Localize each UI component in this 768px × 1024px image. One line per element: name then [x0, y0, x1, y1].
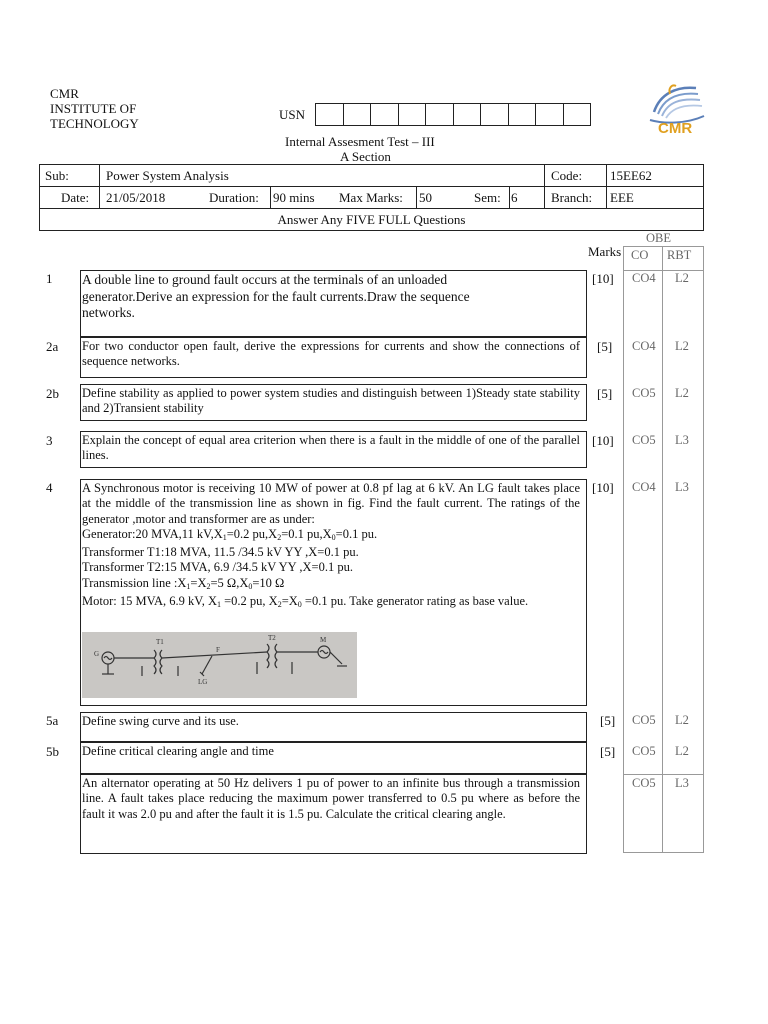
marks-header: Marks [588, 244, 622, 259]
question-number: 4 [46, 480, 53, 495]
instruction: Answer Any FIVE FULL Questions [277, 212, 466, 227]
question-text [82, 481, 580, 612]
fig-label-g: G [94, 650, 100, 658]
question-co: CO4 [632, 339, 656, 353]
usn-box[interactable] [564, 104, 591, 125]
co-column [623, 246, 663, 853]
question-number: 2a [46, 339, 59, 354]
co-header: CO [631, 248, 649, 262]
sem-value: 6 [511, 190, 518, 205]
logo-text: CMR [658, 120, 693, 137]
duration-label: Duration: [209, 190, 259, 205]
question-number: 5a [46, 713, 59, 728]
fig-label-f: F [216, 646, 220, 654]
question-marks: [5] [600, 713, 616, 728]
question-text: For two conductor open fault, derive the expressions for currents and show the connections of sequence networks. [82, 339, 580, 369]
max-marks-value: 50 [419, 190, 432, 205]
question-co: CO5 [632, 776, 656, 790]
question-rbt: L2 [675, 713, 689, 727]
institute-line-2: INSTITUTE OF [50, 101, 137, 116]
usn-box[interactable] [481, 104, 509, 125]
question-number: 3 [46, 433, 53, 448]
transformer-t2-ratings: Transformer T2:15 MVA, 6.9 /34.5 kV YY ,X=0.1 pu. [82, 560, 353, 575]
question-marks: [5] [597, 386, 613, 401]
transformer-t1-ratings: Transformer T1:18 MVA, 11.5 /34.5 kV YY ,X=0.1 pu. [82, 545, 359, 560]
subject-label: Sub: [45, 168, 69, 183]
institute-name [50, 86, 139, 131]
question-co: CO5 [632, 386, 656, 400]
rbt-header: RBT [667, 248, 692, 262]
code-label: Code: [551, 168, 583, 183]
question-rbt: L2 [675, 386, 689, 400]
usn-box[interactable] [536, 104, 564, 125]
question-marks: [10] [592, 271, 614, 286]
question-co: CO4 [632, 480, 656, 494]
usn-box[interactable] [509, 104, 537, 125]
motor-ratings: Motor: 15 MVA, 6.9 kV, $X_1 =0.2$ pu, $X_2=X_0 =0.1$ pu. Take generator rating as base value. [82, 594, 529, 610]
question-marks: [5] [600, 744, 616, 759]
question-intro: A Synchronous motor is receiving 10 MW of power at 0.8 pf lag at 6 kV. An LG fault takes place at the middle of the transmission line as shown in fig. Find the fault current. The ratings of the generator ,motor and transformer are as under: [82, 481, 580, 526]
question-co: CO5 [632, 433, 656, 447]
question-marks: [10] [592, 480, 614, 495]
obe-header: OBE [646, 231, 671, 245]
question-rbt: L2 [675, 744, 689, 758]
usn-box[interactable] [399, 104, 427, 125]
fig-label-m: M [320, 636, 327, 644]
usn-box[interactable] [426, 104, 454, 125]
test-title: Internal Assesment Test – III [285, 134, 435, 149]
usn-box[interactable] [316, 104, 344, 125]
duration-value: 90 mins [273, 190, 315, 205]
branch-label: Branch: [551, 190, 593, 205]
institute-line-3: TECHNOLOGY [50, 116, 139, 131]
usn-box[interactable] [371, 104, 399, 125]
circuit-figure [82, 632, 357, 698]
branch-value: EEE [610, 190, 634, 205]
question-text: Define swing curve and its use. [82, 714, 239, 728]
question-marks: [5] [597, 339, 613, 354]
code-value: 15EE62 [610, 168, 652, 183]
question-co: CO4 [632, 271, 656, 285]
usn-box[interactable] [344, 104, 372, 125]
max-marks-label: Max Marks: [339, 190, 403, 205]
question-rbt: L2 [675, 339, 689, 353]
usn-box[interactable] [454, 104, 482, 125]
line-ratings: Transmission line $:X_1=X_2=5$ $\Omega,X_0=10$ Ω [82, 575, 285, 591]
usn-label: USN [279, 107, 306, 122]
question-text: Define critical clearing angle and time [82, 744, 274, 758]
question-text: Explain the concept of equal area criterion when there is a fault in the middle of one of the parallel lines. [82, 433, 580, 463]
subject-value: Power System Analysis [106, 168, 229, 183]
question-co: CO5 [632, 744, 656, 758]
power-system-diagram-icon [82, 632, 357, 698]
question-co: CO5 [632, 713, 656, 727]
question-marks: [10] [592, 433, 614, 448]
question-rbt: L3 [675, 480, 689, 494]
cmr-logo [640, 82, 710, 142]
usn-boxes [315, 103, 591, 126]
date-label: Date: [61, 190, 90, 205]
rbt-column [662, 246, 704, 853]
question-number: 2b [46, 386, 59, 401]
institute-line-1: CMR [50, 86, 79, 101]
generator-ratings: Generator:20 MVA,11 $kV,X_1=0.2$ $pu,X_2=0.1$ $pu,X_0=0.1$ pu. [82, 526, 378, 542]
question-text: A double line to ground fault occurs at the terminals of an unloaded generator.Derive an expression for the fault currents.Draw the sequence networks. [82, 272, 470, 320]
question-number: 1 [46, 271, 53, 286]
fig-label-t1: T1 [156, 638, 164, 646]
fig-label-t2: T2 [268, 634, 276, 642]
fig-label-lg: LG [198, 678, 208, 686]
question-rbt: L3 [675, 776, 689, 790]
date-value: 21/05/2018 [106, 190, 166, 205]
question-text: Define stability as applied to power system studies and distinguish between 1)Steady state stability and 2)Transient stability [82, 386, 580, 416]
question-rbt: L3 [675, 433, 689, 447]
sem-label: Sem: [474, 190, 501, 205]
section-label: A Section [340, 149, 391, 164]
question-number: 5b [46, 744, 59, 759]
question-text: An alternator operating at 50 Hz delivers 1 pu of power to an infinite bus through a transmission line. A fault takes place reducing the maximum power transferred to 0.5 pu where as before the fault it was 2.0 pu and after the fault it is 1.5 pu. Calculate the critical clearing angle. [82, 776, 580, 821]
question-rbt: L2 [675, 271, 689, 285]
